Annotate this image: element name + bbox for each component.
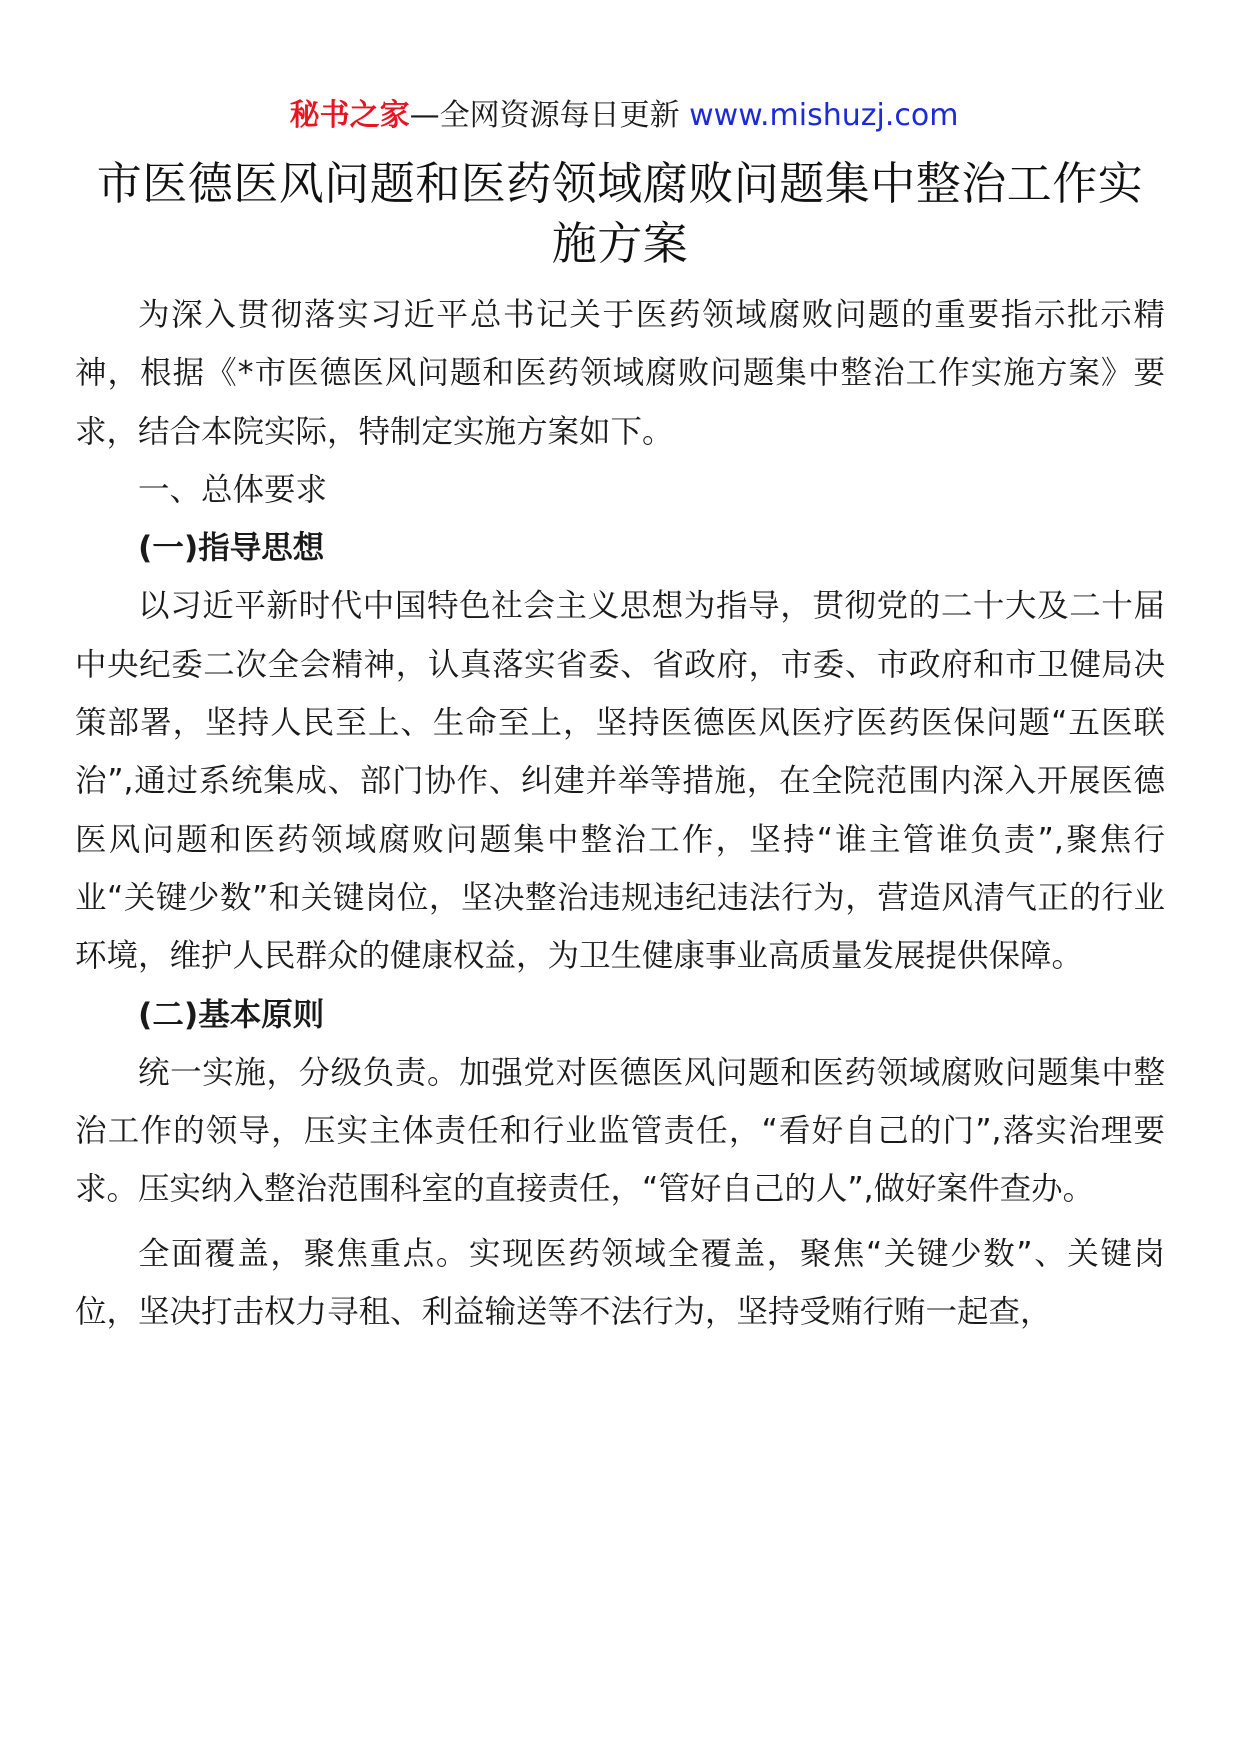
principle-paragraph-coverage: 全面覆盖，聚焦重点。实现医药领域全覆盖，聚焦“关键少数”、关键岗位，坚决打击权力寻租、利益输送等不法行为，坚持受贿行贿一起查， bbox=[75, 1235, 1165, 1331]
document-title bbox=[75, 154, 1165, 272]
guiding-ideology-paragraph: 以习近平新时代中国特色社会主义思想为指导，贯彻党的二十大及二十届中央纪委二次全会精神，认真落实省委、省政府，市委、市政府和市卫健局决策部署，坚持人民至上、生命至上，坚持医德医风医疗医药医保问题“五医联治”,通过系统集成、部门协作、纠建并举等措施，在全院范围内深入开展医德医风问题和医药领域腐败问题集中整治工作，坚持“谁主管谁负责”,聚焦行业“关键少数”和关键岗位，坚决整治违规违纪违法行为，营造风清气正的行业环境，维护人民群众的健康权益，为卫生健康事业高质量发展提供保障。 bbox=[75, 588, 1165, 975]
section-heading-general-requirements: 一、总体要求 bbox=[138, 471, 328, 508]
site-banner bbox=[83, 96, 1165, 136]
brand-name: 秘书之家 bbox=[289, 98, 410, 133]
banner-url: www.mishuzj.com bbox=[689, 98, 959, 133]
title-line-2: 施方案 bbox=[551, 217, 689, 270]
subheading-guiding-ideology: (一)指导思想 bbox=[138, 530, 325, 567]
title-line-1: 市医德医风问题和医药领域腐败问题集中整治工作实 bbox=[96, 157, 1144, 210]
intro-paragraph: 为深入贯彻落实习近平总书记关于医药领域腐败问题的重要指示批示精神，根据《*市医德医风问题和医药领域腐败问题集中整治工作实施方案》要求，结合本院实际，特制定实施方案如下。 bbox=[75, 297, 1165, 450]
principle-paragraph-unified: 统一实施，分级负责。加强党对医德医风问题和医药领域腐败问题集中整治工作的领导，压实主体责任和行业监管责任，“看好自己的门”,落实治理要求。压实纳入整治范围科室的直接责任，“管好自己的人”,做好案件查办。 bbox=[75, 1054, 1165, 1208]
document-body bbox=[75, 286, 1165, 1341]
banner-tagline: —全网资源每日更新 bbox=[409, 98, 680, 133]
subheading-basic-principles: (二)基本原则 bbox=[138, 996, 325, 1033]
